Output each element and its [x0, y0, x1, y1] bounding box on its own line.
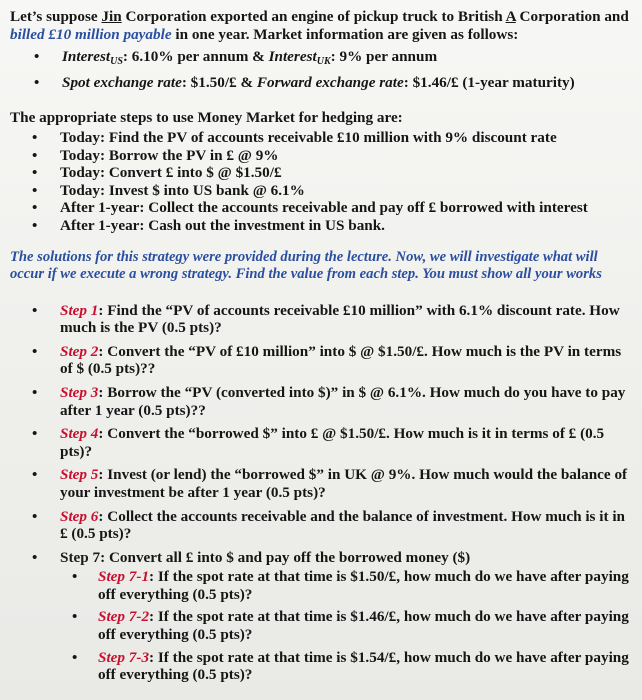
hedging-step: • After 1-year: Cash out the investment in US bank. — [32, 217, 632, 235]
question-text: : If the spot rate at that time is $1.50/£, how much do we have after paying off everything (0.5 pts)? — [98, 568, 629, 603]
question-text: : Convert all £ into $ and pay off the borrowed money ($) — [100, 548, 471, 566]
us-rate: : 6.10% per annum & — [122, 48, 269, 65]
company-jin: Jin — [101, 8, 122, 25]
question-list — [32, 302, 632, 684]
question-item — [32, 384, 632, 419]
uk-subscript: UK — [316, 56, 331, 67]
hedging-steps-list — [32, 129, 632, 235]
step-label: Step 2 — [60, 342, 99, 360]
question-item — [32, 302, 632, 337]
step7-sub-list — [72, 568, 632, 684]
question-text: : Invest (or lend) the “borrowed $” in UK @ 9%. How much would the balance of your investment be after 1 year (0.5 pts)? — [60, 466, 628, 501]
question-item — [32, 466, 632, 501]
step-label: Step 3 — [60, 383, 99, 401]
question-text: : Convert the “PV of £10 million” into $ @ $1.50/£. How much is the PV in terms of $ (0.5 pts)?? — [60, 342, 622, 378]
lecture-note: The solutions for this strategy were provided during the lecture. Now, we will investigate what will occur if we execute a wrong strategy. Find the value from each step. You must show all your works — [10, 248, 602, 283]
step-label: Step 6 — [60, 507, 99, 525]
question-text: : If the spot rate at that time is $1.46/£, how much do we have after paying off everything (0.5 pts)? — [98, 608, 629, 644]
step-label: Step 7-3 — [98, 648, 150, 666]
step-label: Step 7 — [60, 548, 101, 566]
interest-label: Interest — [268, 48, 317, 65]
intro-text: Corporation exported an engine of pickup truck to British — [121, 8, 506, 25]
steps-title: The appropriate steps to use Money Market for hedging are: — [10, 109, 403, 126]
step-label: Step 7-1 — [98, 568, 150, 586]
question-text: : If the spot rate at that time is $1.54/£, how much do we have after paying off everything (0.5 pts)? — [98, 648, 629, 684]
question-text: : Collect the accounts receivable and the balance of investment. How much is it in £ (0.5 pts)? — [60, 507, 625, 543]
us-subscript: US — [110, 56, 123, 67]
question-item — [32, 508, 632, 543]
sub-question-item — [72, 649, 632, 684]
forward-value: : $1.46/£ (1-year maturity) — [403, 74, 575, 91]
sub-question-item — [72, 608, 632, 643]
question-item — [32, 343, 632, 378]
intro-text: Corporation and — [515, 8, 629, 25]
company-a: A — [505, 8, 516, 25]
hedging-step: • Today: Find the PV of accounts receivable £10 million with 9% discount rate — [32, 129, 632, 147]
spot-value: : $1.50/£ & — [181, 74, 257, 91]
step-label: Step 5 — [60, 466, 99, 484]
market-info-list — [34, 46, 632, 93]
question-text: : Borrow the “PV (converted into $)” in $ @ 6.1%. How much do you have to pay after 1 year (0.5 pts)?? — [60, 383, 626, 419]
step-label: Step 7-2 — [98, 608, 150, 626]
step-label: Step 4 — [60, 425, 99, 443]
intro-text: Let’s suppose — [10, 8, 102, 25]
question-text: : Find the “PV of accounts receivable £10 million” with 6.1% discount rate. How much is the PV (0.5 pts)? — [60, 301, 620, 337]
question-item-step7 — [32, 549, 632, 684]
sub-question-item — [72, 568, 632, 603]
hedging-step: • Today: Invest $ into US bank @ 6.1% — [32, 182, 632, 200]
spot-label: Spot exchange rate — [62, 74, 182, 91]
intro-paragraph — [10, 8, 632, 44]
hedging-step: • Today: Borrow the PV in £ @ 9% — [32, 147, 632, 165]
uk-rate: : 9% per annum — [330, 48, 438, 65]
question-item — [32, 425, 632, 460]
interest-label: Interest — [62, 48, 111, 65]
question-text: : Convert the “borrowed $” into £ @ $1.50/£. How much is it in terms of £ (0.5 pts)? — [60, 425, 605, 460]
interest-rates-item — [34, 46, 632, 72]
forward-label: Forward exchange rate — [256, 74, 404, 91]
billed-amount: billed £10 million payable — [10, 26, 172, 43]
hedging-step: • After 1-year: Collect the accounts receivable and pay off £ borrowed with interest — [32, 199, 632, 217]
intro-text: in one year. Market information are given as follows: — [171, 26, 519, 43]
exchange-rates-item — [34, 72, 632, 93]
hedging-step: • Today: Convert £ into $ @ $1.50/£ — [32, 164, 632, 182]
step-label: Step 1 — [60, 301, 99, 319]
